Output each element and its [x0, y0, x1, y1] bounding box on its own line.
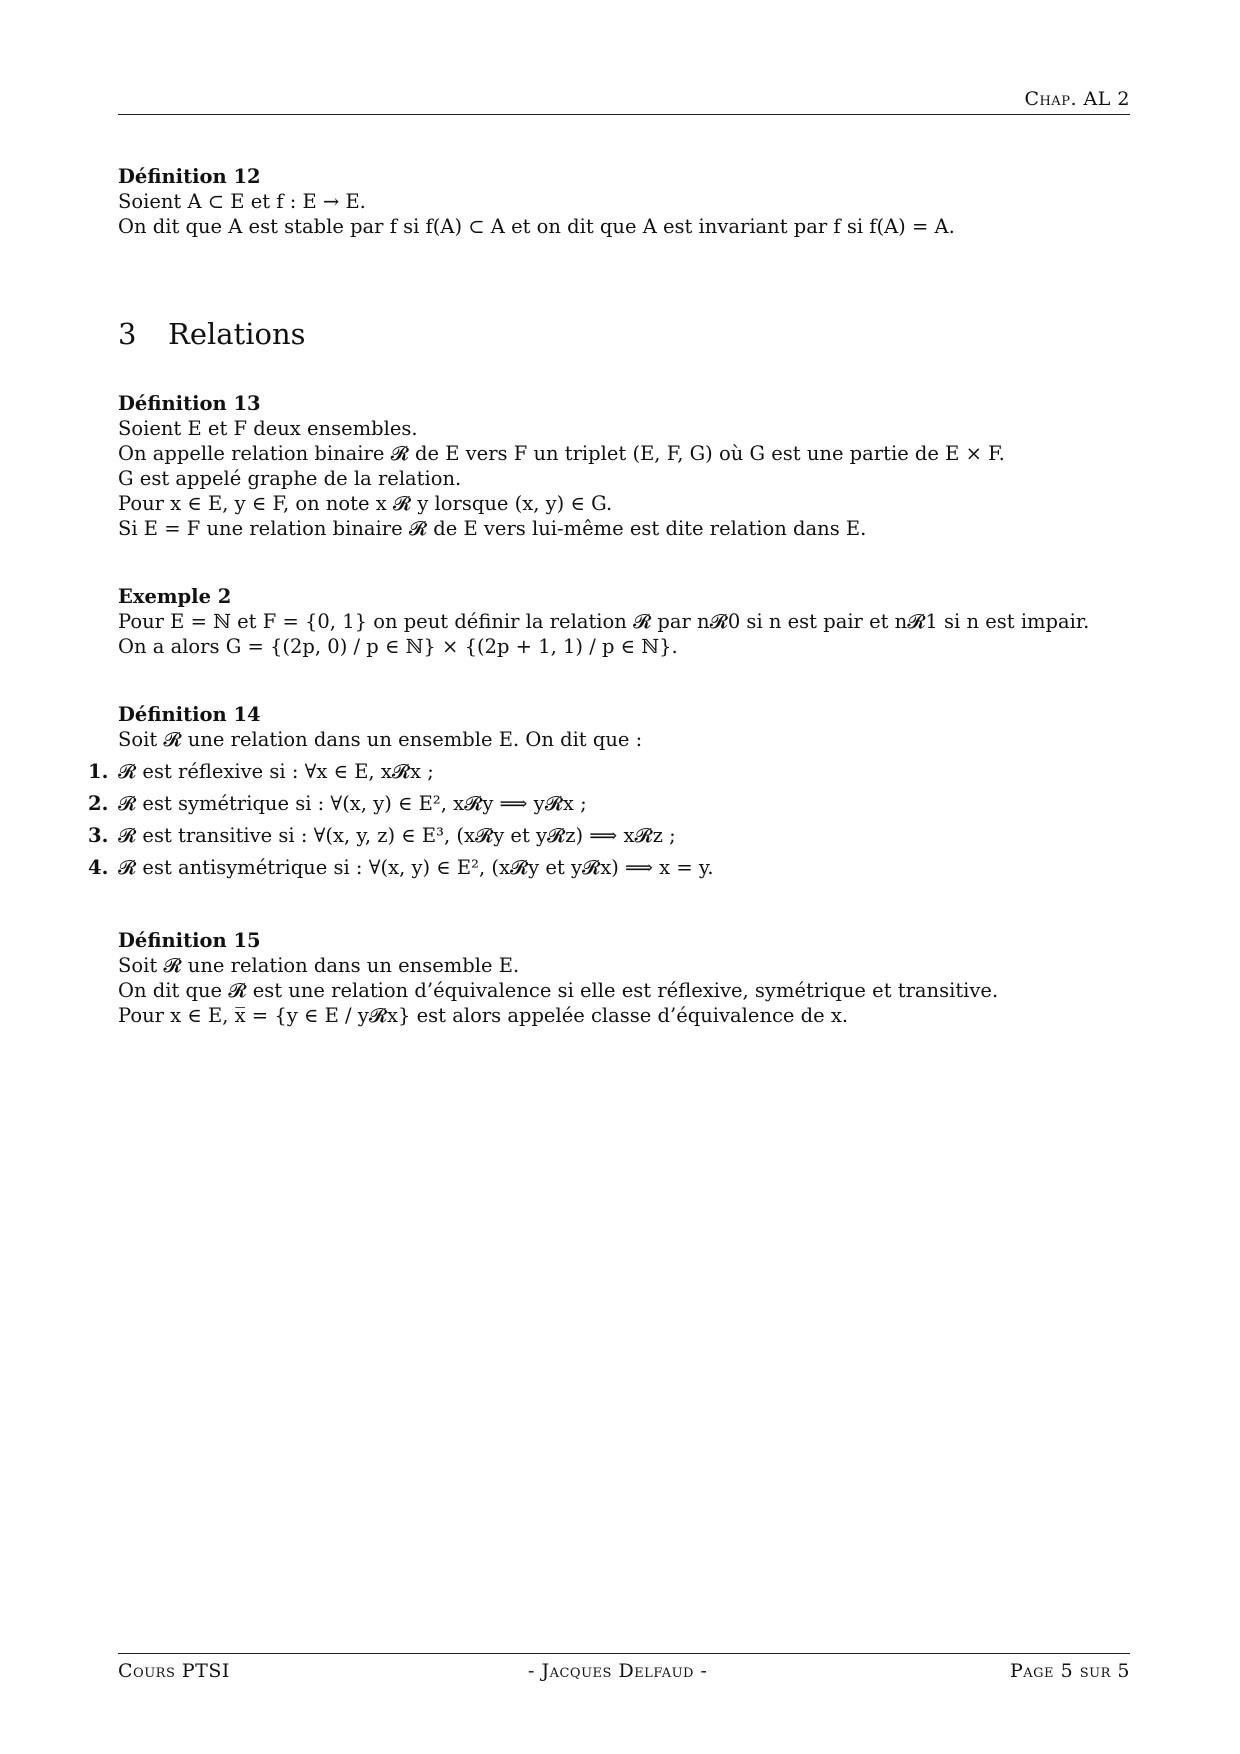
definition-13-title: Définition 13 — [118, 392, 261, 415]
definition-15-line: Pour x ∈ E, x̅ = {y ∈ E / y𝓡x} est alors appelée classe d’équivalence de x. — [118, 1004, 849, 1027]
section-number: 3 — [118, 317, 137, 351]
definition-13-line: Soient E et F deux ensembles. — [118, 417, 418, 440]
definition-14-title: Définition 14 — [118, 703, 261, 726]
footer-page-number: Page 5 sur 5 — [1010, 1660, 1130, 1682]
definition-15-line: On dit que 𝓡 est une relation d’équivalence si elle est réflexive, symétrique et transitive. — [118, 979, 999, 1002]
list-item-text: 𝓡 est transitive si : ∀(x, y, z) ∈ E³, (x𝓡y et y𝓡z) ⟹ x𝓡z ; — [118, 824, 676, 847]
list-item-text: 𝓡 est symétrique si : ∀(x, y) ∈ E², x𝓡y ⟹ y𝓡x ; — [118, 792, 587, 815]
footer-author: - Jacques Delfaud - — [528, 1660, 708, 1682]
footer-course: Cours PTSI — [118, 1660, 230, 1682]
definition-13-line: Pour x ∈ E, y ∈ F, on note x 𝓡 y lorsque (x, y) ∈ G. — [118, 492, 613, 515]
definition-14-list — [88, 759, 1128, 880]
page-header — [118, 88, 1130, 115]
definition-13 — [118, 391, 1128, 541]
list-item — [88, 759, 1128, 784]
list-item — [88, 823, 1128, 848]
definition-13-line: Si E = F une relation binaire 𝓡 de E vers lui-même est dite relation dans E. — [118, 517, 867, 540]
section-heading — [118, 317, 306, 351]
definition-15-line: Soit 𝓡 une relation dans un ensemble E. — [118, 954, 520, 977]
list-item-number: 3. — [88, 824, 109, 847]
example-2-line: Pour E = ℕ et F = {0, 1} on peut définir la relation 𝓡 par n𝓡0 si n est pair et n𝓡1 si n est impair. — [118, 610, 1090, 633]
definition-13-line: G est appelé graphe de la relation. — [118, 467, 462, 490]
list-item-number: 1. — [88, 760, 109, 783]
example-2-title: Exemple 2 — [118, 585, 232, 608]
list-item-number: 4. — [88, 856, 109, 879]
definition-12 — [118, 164, 1128, 239]
definition-15-title: Définition 15 — [118, 929, 261, 952]
definition-12-title: Définition 12 — [118, 165, 261, 188]
definition-15 — [118, 928, 1128, 1028]
list-item-text: 𝓡 est antisymétrique si : ∀(x, y) ∈ E², (x𝓡y et y𝓡x) ⟹ x = y. — [118, 856, 714, 879]
definition-14-intro: Soit 𝓡 une relation dans un ensemble E. On dit que : — [118, 728, 643, 751]
definition-14 — [88, 702, 1128, 887]
example-2 — [118, 584, 1128, 659]
list-item — [88, 855, 1128, 880]
list-item — [88, 791, 1128, 816]
list-item-text: 𝓡 est réflexive si : ∀x ∈ E, x𝓡x ; — [118, 760, 434, 783]
definition-12-line-1: Soient A ⊂ E et f : E → E. — [118, 190, 366, 213]
definition-12-line-2: On dit que A est stable par f si f(A) ⊂ A et on dit que A est invariant par f si f(A) = A. — [118, 215, 955, 238]
chapter-label: Chap. AL 2 — [1024, 88, 1130, 110]
section-title: Relations — [168, 317, 306, 351]
example-2-line: On a alors G = {(2p, 0) / p ∈ ℕ} × {(2p + 1, 1) / p ∈ ℕ}. — [118, 635, 678, 658]
list-item-number: 2. — [88, 792, 109, 815]
page-footer — [118, 1653, 1130, 1686]
definition-13-line: On appelle relation binaire 𝓡 de E vers F un triplet (E, F, G) où G est une partie de E × F. — [118, 442, 1005, 465]
